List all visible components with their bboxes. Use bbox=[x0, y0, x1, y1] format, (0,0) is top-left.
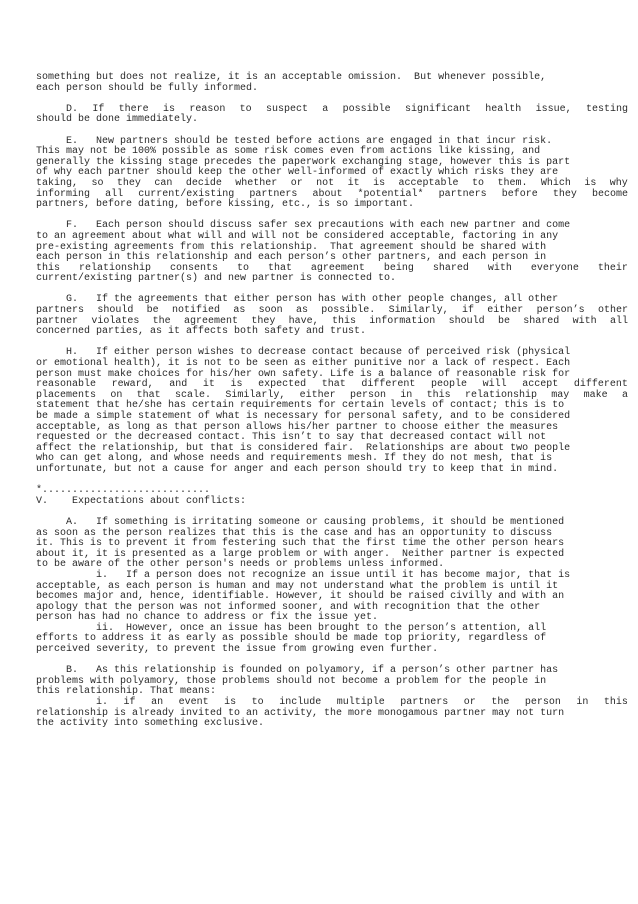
paragraph-intro bbox=[36, 73, 628, 94]
text-line: i. If a person does not recognize an issue until it has become major, that is bbox=[36, 569, 571, 581]
paragraph-G bbox=[36, 295, 628, 337]
text-line: acceptable, as each person is human and may not understand what the problem is until it bbox=[36, 580, 559, 592]
text-line: pre-existing agreements from this relationship. That agreement should be shared with bbox=[36, 241, 547, 253]
text-line: reasonable reward, and it is expected that different people will accept different bbox=[36, 379, 628, 391]
paragraph-H bbox=[36, 348, 628, 475]
paragraph-F bbox=[36, 221, 628, 285]
text-line: apology that the person was not informed sooner, and with recognition that the other bbox=[36, 601, 541, 613]
text-line: current/existing partner(s) and new partner is connected to. bbox=[36, 273, 397, 285]
text-line: or emotional health), it is not to be seen as either punitive nor a lack of respect. Each bbox=[36, 358, 571, 370]
text-line: be made a simple statement of what is necessary for personal safety, and to be considered bbox=[36, 411, 571, 422]
text-line: partners should be notified as soon as possible. Similarly, if either person’s other bbox=[36, 305, 628, 317]
text-line: concerned parties, as it affects both safety and trust. bbox=[36, 326, 367, 338]
text-line: requested or the decreased contact. This isn’t to say that decreased contact will not bbox=[36, 432, 547, 444]
paragraph-D bbox=[36, 105, 628, 126]
text-line: each person in this relationship and each person’s other partners, and each person in bbox=[36, 252, 547, 264]
text-line: this relationship. That means: bbox=[36, 686, 217, 698]
text-line: unfortunate, but not a cause for anger and each person should try to keep that in mind. bbox=[36, 463, 559, 475]
text-line: each person should be fully informed. bbox=[36, 82, 259, 94]
paragraph-VA bbox=[36, 518, 628, 656]
text-line: as soon as the person realizes that this is the case and has an opportunity to discuss bbox=[36, 527, 553, 539]
paragraph-section-V bbox=[36, 486, 628, 507]
text-line: A. If something is irritating someone or causing problems, it should be mentioned bbox=[36, 516, 565, 528]
text-line: informing all current/existing partners about *potential* partners before they become bbox=[36, 188, 628, 200]
text-line: problems with polyamory, those problems should not become a problem for the people in bbox=[36, 675, 547, 687]
text-line: something but does not realize, it is an acceptable omission. But whenever possible, bbox=[36, 72, 547, 83]
document-page bbox=[36, 73, 628, 740]
text-line: about it, it is presented as a large problem or with anger. Neither partner is expected bbox=[36, 548, 565, 560]
text-line: ii. However, once an issue has been brought to the person’s attention, all bbox=[36, 622, 547, 634]
text-line: E. New partners should be tested before actions are engaged in that incur risk. bbox=[36, 135, 553, 147]
text-line: H. If either person wishes to decrease contact because of perceived risk (physical bbox=[36, 347, 571, 359]
text-line: this relationship consents to that agreement being shared with everyone their bbox=[36, 262, 628, 274]
text-line: partner violates the agreement they have, this information should be shared with all bbox=[36, 315, 628, 327]
text-line: to be aware of the other person's needs or problems unless informed. bbox=[36, 559, 445, 571]
text-line: taking, so they can decide whether or not it is acceptable to them. Which is why bbox=[36, 177, 628, 189]
text-line: the activity into something exclusive. bbox=[36, 718, 265, 730]
text-line: generally the kissing stage precedes the paperwork exchanging stage, however this is part bbox=[36, 156, 571, 168]
text-line: B. As this relationship is founded on polyamory, if a person’s other partner has bbox=[36, 665, 559, 677]
text-line: This may not be 100% possible as some risk comes even from actions like kissing, and bbox=[36, 146, 541, 158]
text-line: person has had no chance to address or fix the issue yet. bbox=[36, 612, 379, 624]
text-line: to an agreement about what will and will not be considered acceptable, factoring in any bbox=[36, 230, 559, 242]
text-line: G. If the agreements that either person has with other people changes, all other bbox=[36, 294, 559, 306]
text-line: perceived severity, to prevent the issue from growing even further. bbox=[36, 644, 439, 656]
text-line: statement that he/she has certain requirements for certain levels of contact; this is to bbox=[36, 400, 565, 412]
paragraph-E bbox=[36, 137, 628, 211]
text-line: placements on that scale. Similarly, either person in this relationship may make a bbox=[36, 389, 628, 401]
text-line: acceptable, as long as that person allows his/her partner to choose either the measures bbox=[36, 421, 559, 433]
text-line: *............................ bbox=[36, 485, 211, 497]
text-line: who can get along, and whose needs and requirements mesh. If they do not mesh, that is bbox=[36, 453, 553, 465]
text-line: i. if an event is to include multiple partners or the person in this bbox=[36, 697, 628, 709]
text-line: should be done immediately. bbox=[36, 114, 199, 126]
text-line: V. Expectations about conflicts: bbox=[36, 495, 247, 507]
text-line: person must make choices for his/her own safety. Life is a balance of reasonable risk for bbox=[36, 368, 571, 380]
text-line: affect the relationship, but that is considered fair. Relationships are about two people bbox=[36, 442, 571, 454]
text-line: efforts to address it as early as possible should be made top priority, regardless of bbox=[36, 633, 547, 645]
text-line: D. If there is reason to suspect a possible significant health issue, testing bbox=[36, 103, 628, 115]
text-line: partners, before dating, before kissing, etc., is so important. bbox=[36, 199, 415, 211]
text-line: F. Each person should discuss safer sex precautions with each new partner and come bbox=[36, 220, 571, 232]
text-line: becomes major and, hence, identifiable. However, it should be raised civilly and with an bbox=[36, 591, 565, 603]
paragraph-VB bbox=[36, 666, 628, 730]
text-line: of why each partner should keep the other well-informed of exactly which risks they are bbox=[36, 167, 559, 179]
text-line: it. This is to prevent it from festering such that the first time the other person hears bbox=[36, 538, 565, 550]
text-line: relationship is already invited to an activity, the more monogamous partner may not turn bbox=[36, 707, 565, 719]
